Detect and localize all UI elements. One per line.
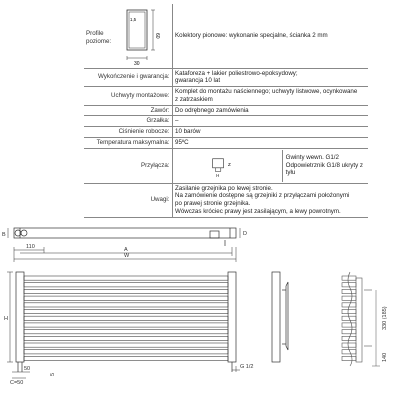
note-line: po prawej stronie grzejnika. [175, 200, 251, 207]
profile-dim-h: 60 [154, 32, 160, 39]
radiator-tube [24, 289, 228, 293]
note-line: Na zamówienie dostępne są grzejniki z przyłączami położonymi [175, 192, 350, 200]
dim-140: 140 [382, 352, 388, 362]
temp-value: 95ºC [175, 138, 189, 146]
conn-value: Gwinty wewn. G1/2 Odpowietrznik G1/8 ukryty z tyłu [285, 153, 363, 177]
profile-value: Kolektory pionowe: wykonanie specjalne, ścianka 2 mm [175, 31, 328, 39]
tube-section [342, 330, 356, 334]
note-line: Wówczas króciec prawy jest zasilającym, a lewy powrotnym. [175, 207, 341, 215]
radiator-tube [24, 276, 228, 280]
dim-330: 330 (185) [382, 306, 388, 330]
radiator-tube [24, 323, 228, 327]
radiator-tube [24, 356, 228, 360]
dim-w: W [124, 253, 130, 259]
tube-section [342, 276, 356, 280]
radiator-tube [24, 303, 228, 307]
dim-d: D [243, 231, 247, 237]
mount-value: Komplet do montażu naściennego; uchwyty listwowe, ocynkowane z zatrzaskiem [175, 88, 358, 103]
radiator-tube [24, 343, 228, 347]
pressure-label: Ciśnienie robocze: [118, 128, 170, 135]
tube-section [342, 289, 356, 293]
conn-symbol-z: Z [228, 161, 231, 167]
conn-label: Przyłącza: [140, 161, 170, 169]
dim-b: B [2, 232, 6, 238]
side-view [272, 272, 388, 366]
valve-label: Zawór: [150, 106, 170, 114]
radiator-tube [24, 316, 228, 320]
temp-label: Temperatura maksymalna: [96, 138, 170, 146]
dim-110: 110 [26, 244, 35, 250]
notes-label: Uwagi: [150, 196, 170, 204]
dim-50: 50 [24, 366, 31, 372]
dim-c: C=50 [10, 380, 24, 386]
tube-section [342, 323, 356, 327]
tube-section [342, 296, 356, 300]
profile-dim-wall: 1,5 [130, 16, 137, 22]
top-view [2, 228, 247, 262]
mount-label: Uchwyty montażowe: [111, 91, 170, 99]
radiator-tube [24, 296, 228, 300]
tube-section [342, 310, 356, 314]
front-view [4, 272, 253, 386]
dim-h: H [4, 316, 8, 322]
radiator-tube [24, 310, 228, 314]
radiator-tube [24, 350, 228, 354]
heater-label: Grzałka: [146, 117, 170, 125]
finish-label: Wykończenie i gwarancja: [98, 73, 170, 81]
dim-a: A [124, 247, 128, 253]
pressure-value: 10 barów [175, 128, 201, 135]
tube-section [342, 343, 356, 347]
tube-section [342, 356, 356, 360]
profile-label: Profile poziome: [86, 29, 112, 45]
radiator-tube [24, 330, 228, 334]
finish-value: Kataforeza + lakier poliestrowo-epoksydowy; gwarancja 10 lat [175, 69, 298, 85]
radiator-tube [24, 336, 228, 340]
heater-value: – [175, 117, 179, 125]
dim-5: 5 [50, 372, 56, 376]
valve-value: Do odrębnego zamówienia [175, 106, 249, 114]
thread-label: G 1/2 [240, 364, 254, 370]
radiator-tube [24, 283, 228, 287]
conn-symbol-h: H [216, 172, 220, 178]
note-line: Zasilanie grzejnika po lewej stronie. [175, 184, 273, 192]
profile-dim-w: 30 [134, 60, 140, 66]
